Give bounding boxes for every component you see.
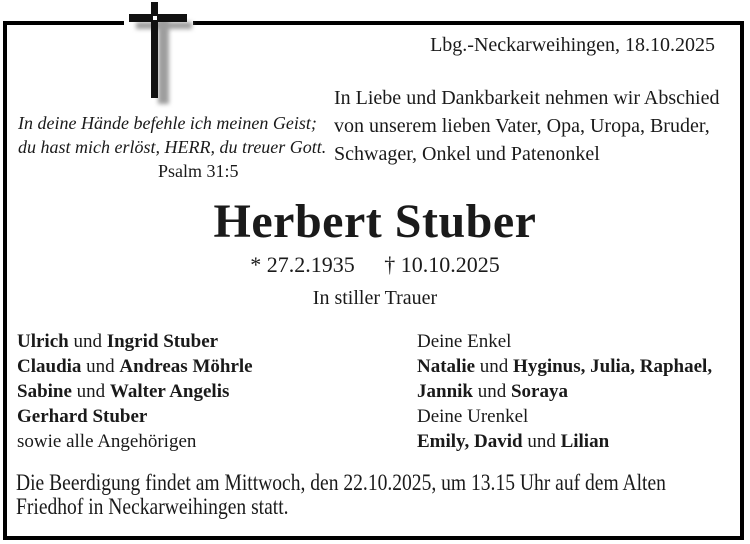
mourning-line: In stiller Trauer bbox=[312, 287, 438, 309]
cross-bar-horizontal bbox=[129, 14, 187, 22]
birth-date: * 27.2.1935 bbox=[250, 252, 355, 277]
funeral-info bbox=[16, 471, 750, 519]
mourner-line: Emily, David und Lilian bbox=[417, 431, 610, 452]
cross-shadow-horizontal bbox=[136, 22, 192, 29]
psalm-quote bbox=[18, 111, 326, 183]
mourner-line: Sabine und Walter Angelis bbox=[17, 381, 230, 402]
cross-shadow-vertical bbox=[158, 20, 169, 104]
mourners-left-column bbox=[17, 329, 253, 454]
cross-center-highlight bbox=[153, 16, 157, 20]
mourner-line: Gerhard Stuber bbox=[17, 406, 148, 427]
psalm-line: du hast mich erlöst, HERR, du treuer Gott. bbox=[18, 137, 327, 157]
mourner-line: Natalie und Hyginus, Julia, Raphael, bbox=[417, 356, 713, 377]
mourner-line: Deine Urenkel bbox=[417, 406, 529, 427]
psalm-line: In deine Hände befehle ich meinen Geist; bbox=[18, 113, 317, 133]
intro-line: In Liebe und Dankbarkeit nehmen wir Abschied bbox=[334, 87, 720, 109]
psalm-source: Psalm 31:5 bbox=[158, 161, 239, 181]
intro-text bbox=[334, 84, 719, 168]
mourners-right-column bbox=[417, 329, 712, 454]
mourner-line: sowie alle Angehörigen bbox=[17, 431, 197, 452]
life-dates bbox=[0, 252, 750, 278]
funeral-line: Friedhof in Neckarweihingen statt. bbox=[16, 494, 289, 519]
place-date-line: Lbg.-Neckarweihingen, 18.10.2025 bbox=[430, 34, 715, 56]
mourner-line: Deine Enkel bbox=[417, 331, 512, 352]
mourner-line: Ulrich und Ingrid Stuber bbox=[17, 331, 219, 352]
mourner-line: Jannik und Soraya bbox=[417, 381, 568, 402]
deceased-name: Herbert Stuber bbox=[213, 195, 537, 248]
intro-line: von unserem lieben Vater, Opa, Uropa, Bruder, bbox=[334, 115, 710, 137]
intro-line: Schwager, Onkel und Patenonkel bbox=[334, 143, 600, 165]
death-date: † 10.10.2025 bbox=[384, 252, 500, 277]
mourner-line: Claudia und Andreas Möhrle bbox=[17, 356, 253, 377]
funeral-line: Die Beerdigung findet am Mittwoch, den 22.10.2025, um 13.15 Uhr auf dem Alten bbox=[16, 470, 666, 495]
